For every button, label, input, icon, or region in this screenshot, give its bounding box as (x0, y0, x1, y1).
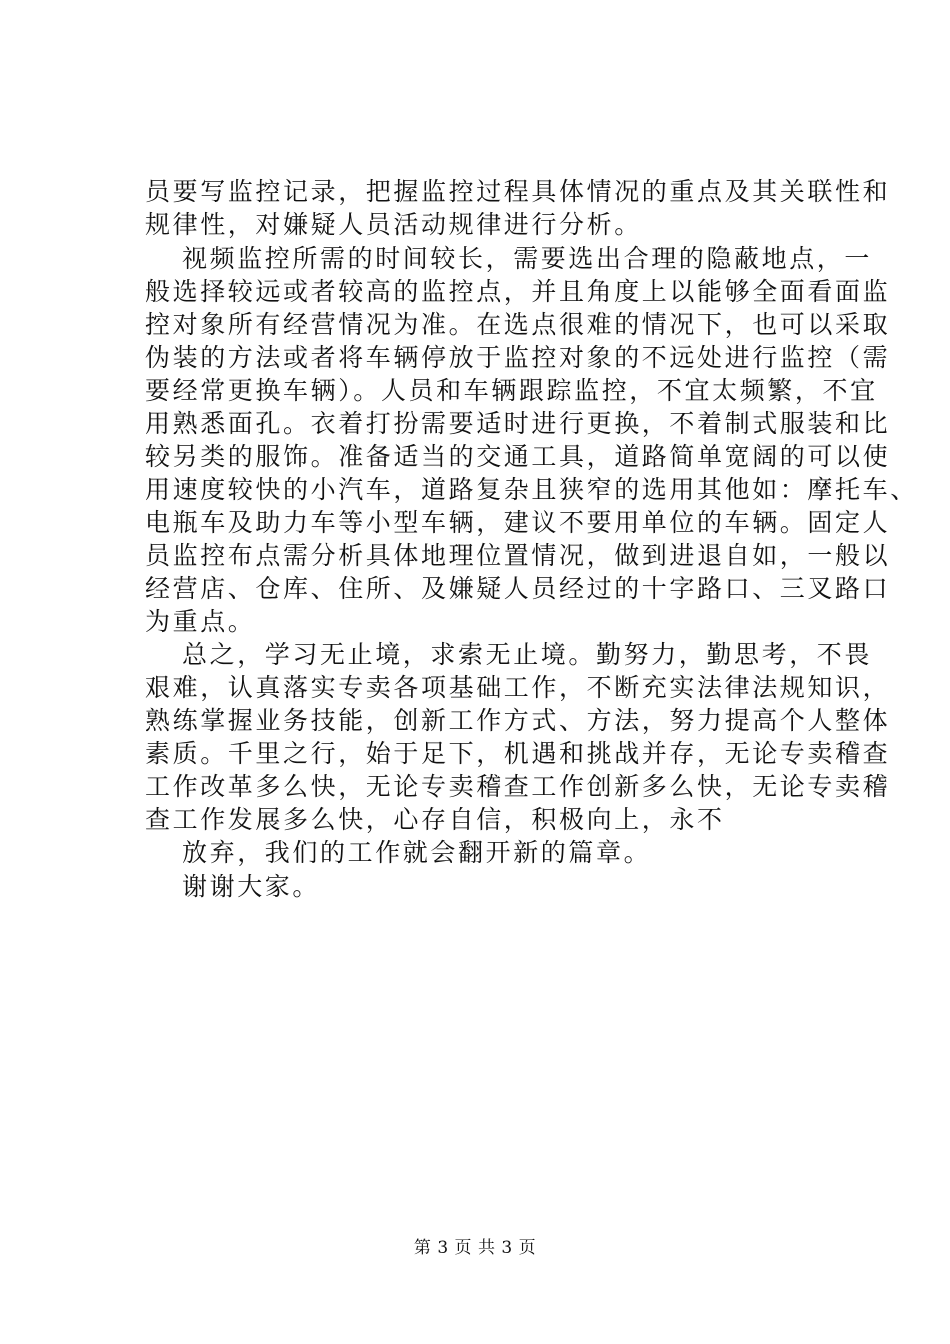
body-text-line: 规律性，对嫌疑人员活动规律进行分析。 (145, 210, 642, 239)
body-text-line: 用熟悉面孔。衣着打扮需要适时进行更换，不着制式服装和比 (145, 409, 891, 438)
body-text-line: 伪装的方法或者将车辆停放于监控对象的不远处进行监控（需 (145, 343, 891, 372)
body-text-line: 工作改革多么快，无论专卖稽查工作创新多么快，无论专卖稽 (145, 772, 891, 801)
body-text-line: 熟练掌握业务技能，创新工作方式、方法，努力提高个人整体 (145, 706, 891, 735)
body-text-line: 为重点。 (145, 607, 256, 636)
body-text-line: 般选择较远或者较高的监控点，并且角度上以能够全面看面监 (145, 277, 891, 306)
body-text-line: 用速度较快的小汽车，道路复杂且狭窄的选用其他如：摩托车、 (145, 475, 918, 504)
body-text-line: 经营店、仓库、住所、及嫌疑人员经过的十字路口、三叉路口 (145, 574, 891, 603)
body-text-line: 查工作发展多么快，心存自信，积极向上，永不 (145, 805, 725, 834)
body-text-line: 较另类的服饰。准备适当的交通工具，道路简单宽阔的可以使 (145, 442, 891, 471)
body-text-line: 视频监控所需的时间较长，需要选出合理的隐蔽地点，一 (182, 244, 873, 273)
closing-line: 谢谢大家。 (182, 872, 321, 901)
body-text-line: 艰难，认真落实专卖各项基础工作，不断充实法律法规知识， (145, 673, 891, 702)
page-number-footer: 第 3 页 共 3 页 (413, 1238, 537, 1258)
body-text-line: 素质。千里之行，始于足下，机遇和挑战并存，无论专卖稽查 (145, 739, 891, 768)
body-text-line: 员监控布点需分析具体地理位置情况，做到进退自如，一般以 (145, 541, 891, 570)
body-text-line: 员要写监控记录，把握监控过程具体情况的重点及其关联性和 (145, 177, 891, 206)
body-text-line: 要经常更换车辆）。人员和车辆跟踪监控，不宜太频繁，不宜 (145, 376, 878, 405)
body-text-line: 电瓶车及助力车等小型车辆，建议不要用单位的车辆。固定人 (145, 508, 891, 537)
body-text-line: 放弃，我们的工作就会翻开新的篇章。 (182, 838, 652, 867)
body-text-line: 控对象所有经营情况为准。在选点很难的情况下，也可以采取 (145, 310, 891, 339)
body-text-line: 总之，学习无止境，求索无止境。勤努力，勤思考，不畏 (182, 640, 873, 669)
